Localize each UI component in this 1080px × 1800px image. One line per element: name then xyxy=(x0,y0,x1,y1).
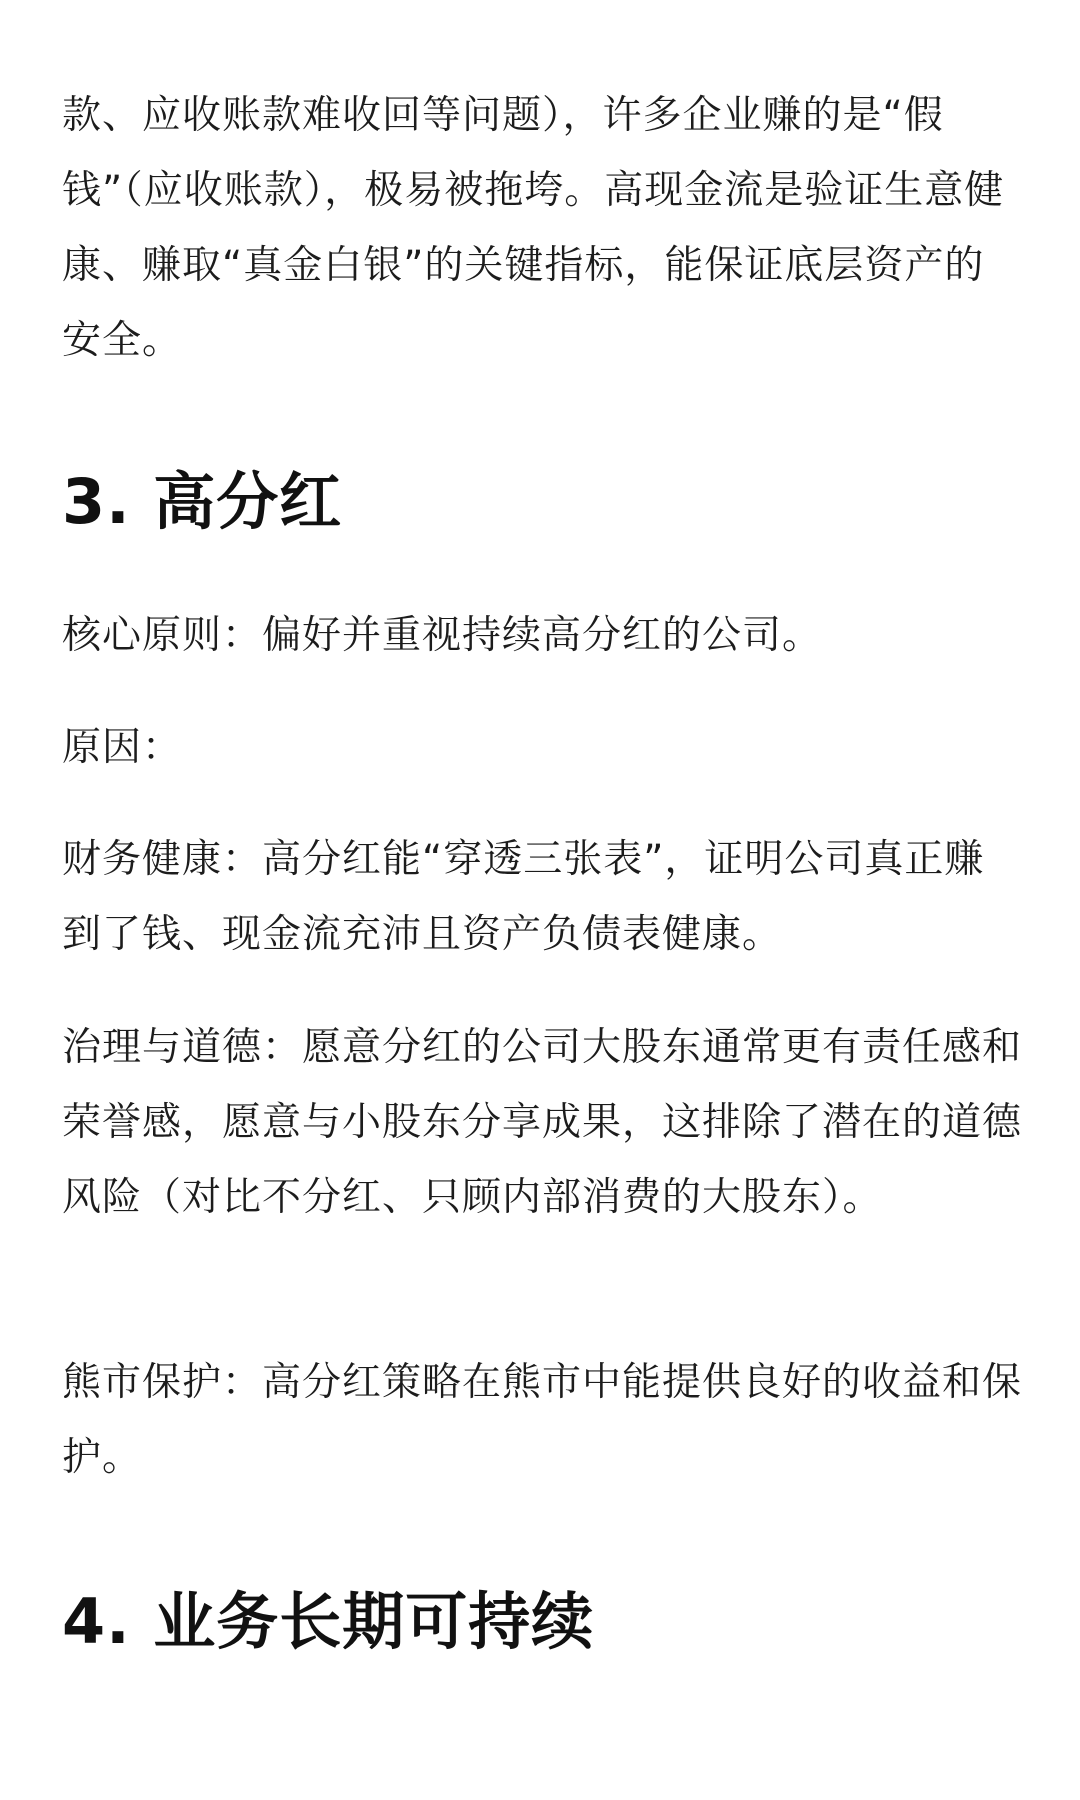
reason-bear-market-protection: 熊市保护：高分红策略在熊市中能提供良好的收益和保护。 xyxy=(62,1360,1023,1480)
section-3-heading: 3. 高分红 xyxy=(62,465,343,538)
intro-paragraph: 款、应收账款难收回等问题），许多企业赚的是“假钱”（应收账款），极易被拖垮。高现金流是验证生意健康、赚取“真金白银”的关键指标，能保证底层资产的安全。 xyxy=(62,93,1005,363)
core-principle-paragraph: 核心原则：偏好并重视持续高分红的公司。 xyxy=(62,613,823,658)
reason-financial-health: 财务健康：高分红能“穿透三张表”，证明公司真正赚到了钱、现金流充沛且资产负债表健康。 xyxy=(62,837,985,957)
reason-governance-ethics: 治理与道德：愿意分红的公司大股东通常更有责任感和荣誉感，愿意与小股东分享成果，这排除了潜在的道德风险（对比不分红、只顾内部消费的大股东）。 xyxy=(62,1025,1023,1220)
reasons-label: 原因： xyxy=(62,725,183,770)
section-4-heading: 4. 业务长期可持续 xyxy=(62,1585,595,1658)
